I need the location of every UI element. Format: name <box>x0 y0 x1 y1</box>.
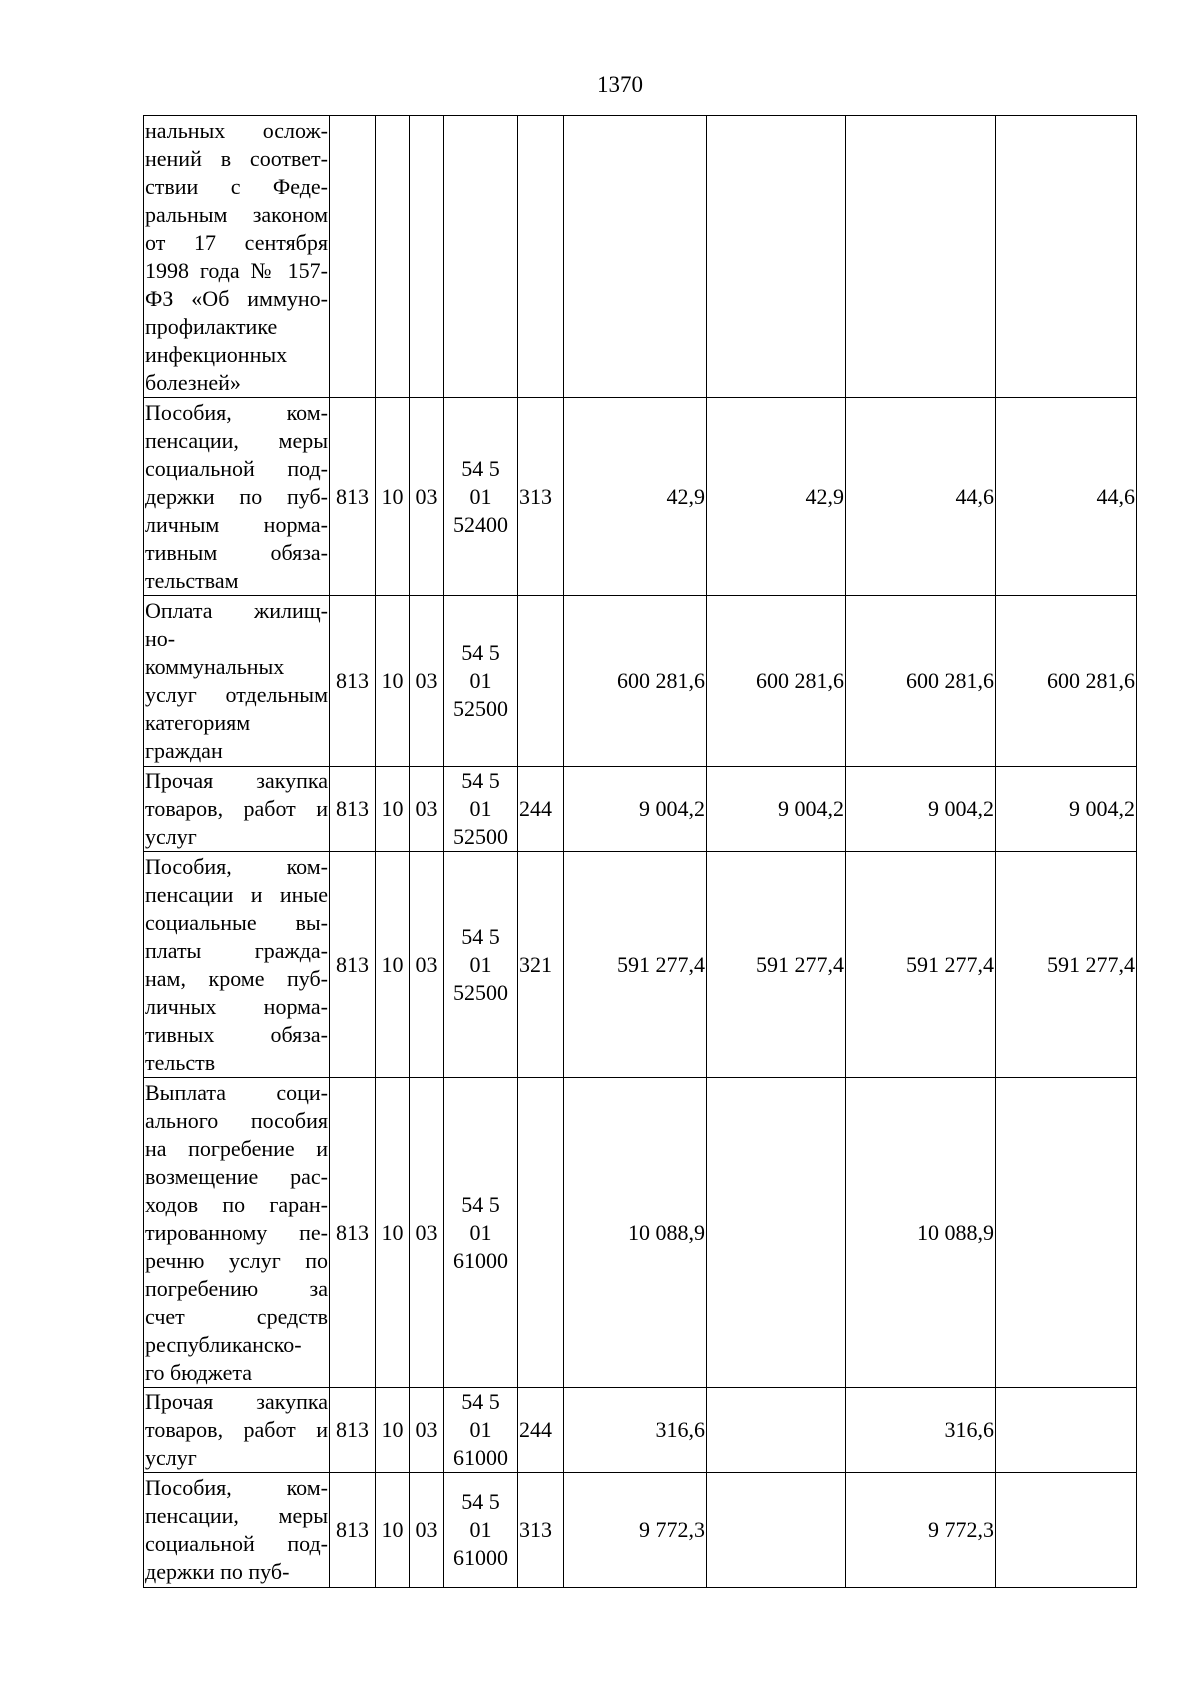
table-row <box>144 852 1137 1078</box>
ministry-code-cell <box>330 116 376 398</box>
expense-name-line: тированному пе- <box>145 1219 328 1245</box>
subsection-code-cell: 03 <box>410 1078 444 1388</box>
expense-name-line: речню услуг по <box>145 1247 328 1273</box>
table-row <box>144 398 1137 596</box>
ministry-code-cell: 813 <box>330 852 376 1078</box>
expense-name-line: нам, кроме пуб- <box>145 965 328 991</box>
table-row <box>144 1388 1137 1473</box>
expense-name-line: держки по пуб- <box>145 483 328 509</box>
target-article-cell <box>444 398 518 596</box>
expense-name-cell <box>144 116 330 398</box>
expense-name-line: счет средств <box>145 1303 328 1329</box>
expense-type-cell <box>518 596 564 767</box>
amount-cell-1: 9 004,2 <box>564 767 707 852</box>
expense-name-line: нений в соответ- <box>145 145 328 171</box>
expense-name-line: го бюджета <box>145 1359 253 1385</box>
expense-name-line: ФЗ «Об иммуно- <box>145 285 328 311</box>
subsection-code-cell: 03 <box>410 852 444 1078</box>
amount-cell-3 <box>846 116 996 398</box>
amount-cell-1: 316,6 <box>564 1388 707 1473</box>
expense-type-cell <box>518 1078 564 1388</box>
amount-cell-1: 600 281,6 <box>564 596 707 767</box>
expense-name-line: но- <box>145 626 176 651</box>
expense-type-cell: 313 <box>518 398 564 596</box>
expense-name-line: Оплата жилищ- <box>145 598 328 623</box>
table-row <box>144 116 1137 398</box>
expense-name-cell <box>144 596 330 767</box>
expense-name-line: тивных обяза- <box>145 1021 328 1047</box>
expense-name-line: услуг <box>145 1445 197 1470</box>
amount-cell-4: 600 281,6 <box>996 596 1137 767</box>
amount-cell-1: 591 277,4 <box>564 852 707 1078</box>
target-article-cell <box>444 596 518 767</box>
expense-type-cell <box>518 116 564 398</box>
target-article-line: 54 5 <box>461 1489 500 1514</box>
expense-name-line: тивным обяза- <box>145 539 328 565</box>
target-article-line: 01 <box>469 796 492 821</box>
expense-name-line: тельств <box>145 1049 216 1075</box>
expense-name-line: услуг отдельным <box>145 682 328 707</box>
target-article-line: 01 <box>469 1417 492 1442</box>
target-article-line: 52500 <box>453 979 508 1005</box>
table-row <box>144 1078 1137 1388</box>
target-article-line: 01 <box>469 483 492 509</box>
expense-name-line: пенсации и иные <box>145 881 328 907</box>
amount-cell-2 <box>707 1473 846 1588</box>
amount-cell-2: 600 281,6 <box>707 596 846 767</box>
expense-name-line: Прочая закупка <box>145 1389 328 1414</box>
amount-cell-2: 9 004,2 <box>707 767 846 852</box>
amount-cell-3: 591 277,4 <box>846 852 996 1078</box>
expense-name-line: ральным законом <box>145 201 328 227</box>
amount-cell-1: 42,9 <box>564 398 707 596</box>
subsection-code-cell: 03 <box>410 398 444 596</box>
expense-name-line: болезней» <box>145 369 241 395</box>
subsection-code-cell: 03 <box>410 1388 444 1473</box>
page-number: 1370 <box>597 72 643 97</box>
expense-name-line: ствии с Феде- <box>145 173 328 199</box>
section-code-cell: 10 <box>376 1078 410 1388</box>
expense-name-line: товаров, работ и <box>145 796 328 821</box>
amount-cell-4 <box>996 116 1137 398</box>
amount-cell-3: 44,6 <box>846 398 996 596</box>
section-code-cell: 10 <box>376 596 410 767</box>
amount-cell-3: 10 088,9 <box>846 1078 996 1388</box>
expense-type-cell: 313 <box>518 1473 564 1588</box>
expense-name-line: погребению за <box>145 1275 328 1301</box>
expense-name-line: на погребение и <box>145 1135 328 1161</box>
expense-name-line: личных норма- <box>145 993 328 1019</box>
amount-cell-4: 44,6 <box>996 398 1137 596</box>
expense-name-line: граждан <box>145 738 223 763</box>
expense-name-line: ходов по гаран- <box>145 1191 328 1217</box>
target-article-line: 54 5 <box>461 1389 500 1414</box>
expense-name-line: Пособия, ком- <box>145 399 328 425</box>
amount-cell-4: 591 277,4 <box>996 852 1137 1078</box>
amount-cell-3: 9 004,2 <box>846 767 996 852</box>
expense-name-line: категориям <box>145 710 251 735</box>
amount-cell-3: 9 772,3 <box>846 1473 996 1588</box>
section-code-cell: 10 <box>376 1388 410 1473</box>
amount-cell-1: 9 772,3 <box>564 1473 707 1588</box>
expense-name-line: товаров, работ и <box>145 1417 328 1442</box>
amount-cell-4: 9 004,2 <box>996 767 1137 852</box>
expense-name-cell <box>144 1078 330 1388</box>
section-code-cell <box>376 116 410 398</box>
expense-name-line: Пособия, ком- <box>145 1475 328 1500</box>
expense-name-line: Пособия, ком- <box>145 853 328 879</box>
expense-name-line: коммунальных <box>145 654 285 679</box>
amount-cell-2 <box>707 116 846 398</box>
subsection-code-cell: 03 <box>410 596 444 767</box>
amount-cell-1: 10 088,9 <box>564 1078 707 1388</box>
expense-name-line: пенсации, меры <box>145 427 328 453</box>
amount-cell-4 <box>996 1473 1137 1588</box>
expense-name-cell <box>144 852 330 1078</box>
table-row <box>144 1473 1137 1588</box>
expense-name-line: инфекционных <box>145 341 288 367</box>
expense-name-line: возмещение рас- <box>145 1163 328 1189</box>
target-article-line: 52400 <box>453 511 508 537</box>
amount-cell-2: 591 277,4 <box>707 852 846 1078</box>
ministry-code-cell: 813 <box>330 767 376 852</box>
target-article-line: 01 <box>469 668 492 693</box>
table-body <box>144 116 1137 1588</box>
expense-name-line: услуг <box>145 824 197 849</box>
target-article-line: 54 5 <box>461 1191 500 1217</box>
amount-cell-1 <box>564 116 707 398</box>
target-article-line: 61000 <box>453 1247 508 1273</box>
amount-cell-4 <box>996 1388 1137 1473</box>
target-article-cell <box>444 1078 518 1388</box>
expense-name-line: 1998 года № 157- <box>145 257 328 283</box>
section-code-cell: 10 <box>376 767 410 852</box>
target-article-line: 54 5 <box>461 640 500 665</box>
expense-name-cell <box>144 398 330 596</box>
section-code-cell: 10 <box>376 1473 410 1588</box>
expense-name-line: пенсации, меры <box>145 1503 328 1528</box>
expense-type-cell: 244 <box>518 1388 564 1473</box>
expense-name-line: тельствам <box>145 567 239 593</box>
subsection-code-cell: 03 <box>410 767 444 852</box>
expense-name-line: социальной под- <box>145 1531 328 1556</box>
amount-cell-2 <box>707 1078 846 1388</box>
expense-name-line: держки по пуб- <box>145 1559 290 1584</box>
target-article-cell <box>444 852 518 1078</box>
expense-name-cell <box>144 1388 330 1473</box>
subsection-code-cell: 03 <box>410 1473 444 1588</box>
target-article-line: 01 <box>469 1219 492 1245</box>
ministry-code-cell: 813 <box>330 1388 376 1473</box>
amount-cell-2: 42,9 <box>707 398 846 596</box>
expense-name-cell <box>144 1473 330 1588</box>
target-article-line: 01 <box>469 1517 492 1542</box>
expense-name-line: республиканско- <box>145 1331 302 1357</box>
expense-name-line: профилактике <box>145 313 278 339</box>
table-row <box>144 596 1137 767</box>
target-article-line: 61000 <box>453 1445 508 1470</box>
target-article-line: 54 5 <box>461 455 500 481</box>
target-article-line: 61000 <box>453 1545 508 1570</box>
expense-name-line: платы гражда- <box>145 937 328 963</box>
target-article-cell <box>444 116 518 398</box>
expense-name-line: личным норма- <box>145 511 328 537</box>
ministry-code-cell: 813 <box>330 1078 376 1388</box>
ministry-code-cell: 813 <box>330 596 376 767</box>
section-code-cell: 10 <box>376 852 410 1078</box>
ministry-code-cell: 813 <box>330 1473 376 1588</box>
target-article-line: 01 <box>469 951 492 977</box>
section-code-cell: 10 <box>376 398 410 596</box>
target-article-cell <box>444 1388 518 1473</box>
amount-cell-4 <box>996 1078 1137 1388</box>
ministry-code-cell: 813 <box>330 398 376 596</box>
expense-name-cell <box>144 767 330 852</box>
expense-name-line: нальных ослож- <box>145 117 328 143</box>
target-article-line: 54 5 <box>461 923 500 949</box>
budget-table <box>143 115 1137 1588</box>
expense-name-line: ального пособия <box>145 1107 328 1133</box>
expense-name-line: социальные вы- <box>145 909 328 935</box>
target-article-line: 52500 <box>453 824 508 849</box>
amount-cell-2 <box>707 1388 846 1473</box>
amount-cell-3: 316,6 <box>846 1388 996 1473</box>
expense-name-line: Выплата соци- <box>145 1079 328 1105</box>
target-article-cell <box>444 767 518 852</box>
table-row <box>144 767 1137 852</box>
expense-type-cell: 321 <box>518 852 564 1078</box>
target-article-line: 54 5 <box>461 768 500 793</box>
target-article-line: 52500 <box>453 696 508 721</box>
expense-name-line: Прочая закупка <box>145 768 328 793</box>
expense-name-line: от 17 сентября <box>145 229 328 255</box>
expense-type-cell: 244 <box>518 767 564 852</box>
expense-name-line: социальной под- <box>145 455 328 481</box>
amount-cell-3: 600 281,6 <box>846 596 996 767</box>
target-article-cell <box>444 1473 518 1588</box>
subsection-code-cell <box>410 116 444 398</box>
